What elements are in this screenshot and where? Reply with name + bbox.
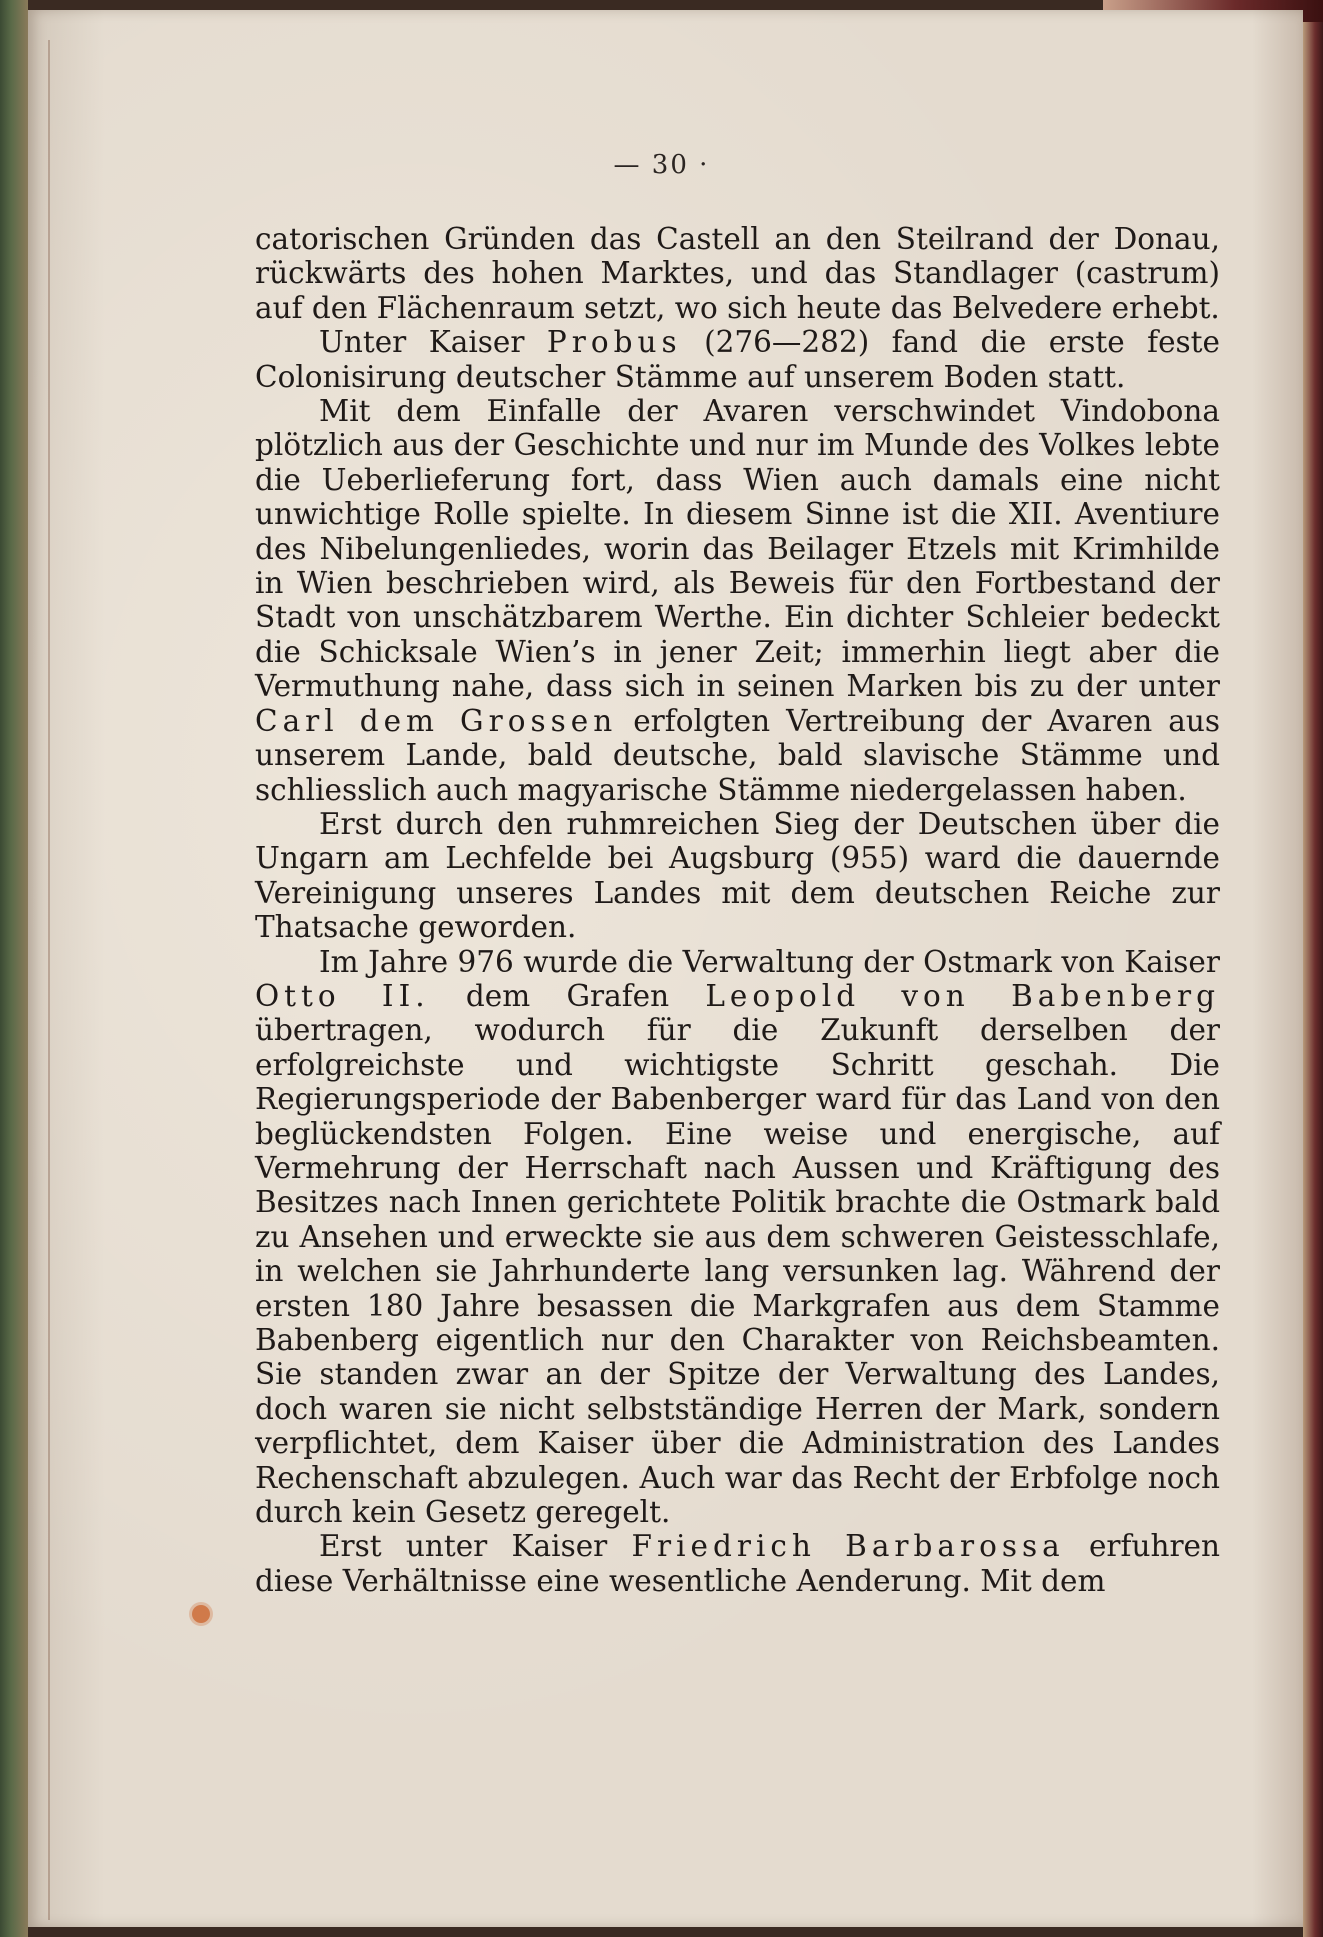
text-run: dem Grafen: [429, 978, 706, 1013]
text-run: Erst durch den ruhmreichen Sieg der Deutschen über die Ungarn am Lechfelde bei Augsburg (955) ward die dauernde Vereinigung unseres Landes mit dem deutschen Reiche zur Thatsache geworden.: [255, 806, 1220, 945]
body-text: [255, 222, 1220, 1598]
text-run: (276—282) fand die erste feste Colonisirung deutscher Stämme auf unserem Boden statt.: [255, 325, 1220, 394]
emphasized-name: Carl dem Grossen: [255, 703, 618, 738]
emphasized-name: Friedrich Barbarossa: [631, 1529, 1065, 1564]
text-run: übertragen, wodurch für die Zukunft derselben der erfolgreichste und wichtigste Schritt geschah. Die Regierungsperiode der Babenberger ward für das Land von den beglückendsten Folgen. Eine weise und energische, auf Vermehrung der Herrschaft nach Aussen und Kräftigung des Besitzes nach Innen gerichtete Politik brachte die Ostmark bald zu Ansehen und erweckte sie aus dem schweren Geistesschlafe, in welchen sie Jahrhunderte lang versunken lag. Während der ersten 180 Jahre besassen die Markgrafen aus dem Stamme Babenberg eigentlich nur den Charakter von Reichsbeamten. Sie standen zwar an der Spitze der Verwaltung des Landes, doch waren sie nicht selbstständige Herren der Mark, sondern verpflichtet, dem Kaiser über die Administration des Landes Rechenschaft abzulegen. Auch war das Recht der Erbfolge noch durch kein Gesetz geregelt.: [255, 1013, 1220, 1530]
text-run: erfuhren diese Verhältnisse eine wesentliche Aenderung. Mit dem: [255, 1529, 1221, 1598]
paragraph-5: [255, 945, 1220, 1530]
gutter-line: [48, 40, 50, 1920]
book-edge-left: [0, 0, 28, 1937]
book-edge-right: [1303, 0, 1323, 1937]
text-run: Unter Kaiser: [319, 325, 547, 360]
text-run: Im Jahre 976 wurde die Verwaltung der Ostmark von Kaiser: [319, 944, 1220, 979]
page-number: — 30 ·: [613, 150, 710, 180]
text-run: Mit dem Einfalle der Avaren verschwindet Vindobona plötzlich aus der Geschichte und nur im Munde des Volkes lebte die Ueberlieferung fort, dass Wien auch damals eine nicht unwichtige Rolle spielte. In diesem Sinne ist die XII. Aventiure des Nibelungenliedes, worin das Beilager Etzels mit Krimhilde in Wien beschrieben wird, als Beweis für den Fortbestand der Stadt von unschätzbarem Werthe. Ein dichter Schleier bedeckt die Schicksale Wien’s in jener Zeit; immerhin liegt aber die Vermuthung nahe, dass sich in seinen Marken bis zu der unter: [255, 394, 1220, 704]
margin-marker-icon: [192, 1605, 210, 1623]
emphasized-name: Otto II.: [255, 978, 430, 1013]
emphasized-name: Leopold von Babenberg: [705, 978, 1221, 1013]
paragraph-1: [255, 222, 1220, 325]
paragraph-2: [255, 325, 1220, 394]
paragraph-6: [255, 1529, 1220, 1598]
text-run: catorischen Gründen das Castell an den Steilrand der Donau, rückwärts des hohen Marktes, und das Standlager (castrum) auf den Flächenraum setzt, wo sich heute das Belvedere erhebt.: [255, 222, 1220, 325]
text-run: erfolgten Vertreibung der Avaren aus unserem Lande, bald deutsche, bald slavische Stämme und schliesslich auch magyarische Stämme niedergelassen haben.: [255, 703, 1220, 807]
emphasized-name: Probus: [546, 325, 682, 360]
paragraph-3: [255, 394, 1220, 807]
text-run: Erst unter Kaiser: [319, 1529, 632, 1564]
paragraph-4: [255, 807, 1220, 945]
